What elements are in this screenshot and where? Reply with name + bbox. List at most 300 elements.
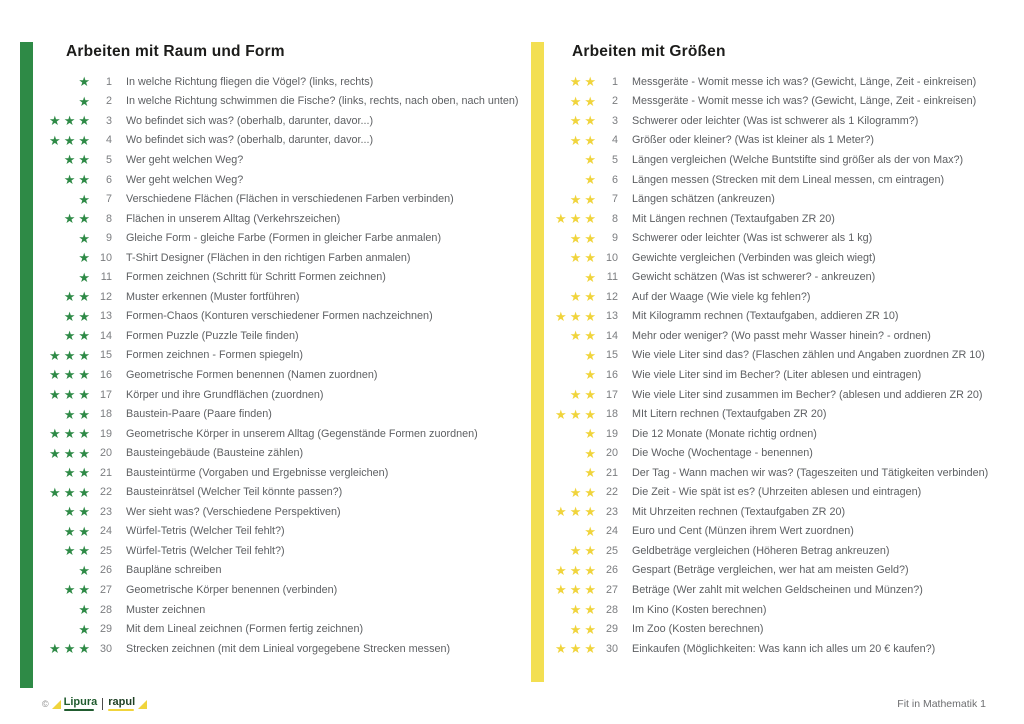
star-icon: ★ (584, 172, 596, 187)
difficulty-stars (546, 505, 596, 518)
star-icon: ★ (584, 426, 596, 442)
item-text: Formen zeichnen - Formen spiegeln) (126, 349, 304, 362)
difficulty-stars (546, 564, 596, 577)
item-number: 17 (605, 388, 618, 401)
item-number: 26 (605, 564, 618, 577)
item-number: 27 (99, 583, 112, 596)
item-text: Mit Uhrzeiten rechnen (Textaufgaben ZR 20) (632, 505, 846, 518)
item-text: Der Tag - Wann machen wir was? (Tageszeiten und Tätigkeiten verbinden) (632, 466, 989, 479)
item-text: Baustein-Paare (Paare finden) (126, 408, 272, 421)
difficulty-stars (40, 114, 90, 127)
item-number: 10 (99, 251, 112, 264)
section-title-right: Arbeiten mit Größen (572, 43, 726, 60)
star-icon: ★ (78, 406, 90, 422)
star-icon: ★ (63, 328, 76, 344)
item-text: Formen Puzzle (Puzzle Teile finden) (126, 329, 299, 342)
item-text: T-Shirt Designer (Flächen in den richtigen Farben anmalen) (126, 251, 411, 264)
item-number: 22 (99, 486, 112, 499)
item-number: 21 (605, 466, 618, 479)
worksheet-item (40, 463, 518, 483)
star-icon: ★ (569, 250, 582, 266)
star-icon: ★ (78, 191, 90, 207)
difficulty-stars (546, 329, 596, 342)
worksheet-item (546, 228, 1016, 248)
item-number: 1 (105, 75, 112, 88)
worksheet-item (40, 424, 518, 444)
section-title-left: Arbeiten mit Raum und Form (66, 43, 285, 60)
star-icon: ★ (78, 543, 90, 559)
item-number: 29 (605, 623, 618, 636)
item-text: Gespart (Beträge vergleichen, wer hat am meisten Geld?) (632, 564, 909, 577)
item-text: Schwerer oder leichter (Was ist schwerer als 1 kg) (632, 232, 873, 245)
item-text: Die Woche (Wochentage - benennen) (632, 447, 813, 460)
difficulty-stars (546, 310, 596, 323)
star-icon: ★ (78, 152, 90, 168)
item-text: Einkaufen (Möglichkeiten: Was kann ich alles um 20 € kaufen?) (632, 642, 936, 655)
difficulty-stars (40, 134, 90, 147)
star-icon: ★ (78, 113, 90, 129)
worksheet-item (546, 580, 1016, 600)
worksheet-item (546, 385, 1016, 405)
item-number: 18 (99, 408, 112, 421)
star-icon: ★ (569, 582, 582, 598)
item-text: Geometrische Körper in unserem Alltag (Gegenstände Formen zuordnen) (126, 427, 478, 440)
item-number: 16 (99, 368, 112, 381)
star-icon: ★ (78, 93, 90, 109)
item-number: 14 (99, 329, 112, 342)
star-icon: ★ (63, 387, 76, 403)
worksheet-item (40, 580, 518, 600)
section-raum-und-form (40, 42, 518, 658)
star-icon: ★ (569, 602, 582, 618)
difficulty-stars (40, 623, 90, 636)
brand-lipura: Lipura (63, 696, 98, 708)
copyright-symbol: © (42, 699, 49, 709)
star-icon: ★ (569, 132, 582, 148)
star-icon: ★ (49, 132, 61, 148)
item-number: 19 (605, 427, 618, 440)
star-icon: ★ (569, 504, 582, 520)
difficulty-stars (40, 525, 90, 538)
worksheet-item (546, 561, 1016, 581)
item-text: Gleiche Form - gleiche Farbe (Formen in gleicher Farbe anmalen) (126, 232, 442, 245)
item-text: Gewicht schätzen (Was ist schwerer? - ankreuzen) (632, 271, 876, 284)
item-text: Flächen in unserem Alltag (Verkehrszeichen) (126, 212, 341, 225)
star-icon: ★ (63, 172, 76, 187)
item-text: Bausteinrätsel (Welcher Teil könnte passen?) (126, 486, 343, 499)
difficulty-stars (40, 349, 90, 362)
item-text: Formen-Chaos (Konturen verschiedener Formen nachzeichnen) (126, 310, 433, 323)
worksheet-item (40, 267, 518, 287)
item-text: Euro und Cent (Münzen ihrem Wert zuordnen) (632, 525, 854, 538)
difficulty-stars (546, 173, 596, 186)
star-icon: ★ (584, 289, 596, 305)
brand-lipura-wrap (64, 697, 98, 711)
star-icon: ★ (584, 132, 596, 148)
item-text: Im Zoo (Kosten berechnen) (632, 623, 764, 636)
item-number: 26 (99, 564, 112, 577)
worksheet-item (546, 170, 1016, 190)
star-icon: ★ (49, 387, 61, 403)
logo-separator (102, 698, 103, 710)
item-number: 15 (99, 349, 112, 362)
item-text: In welche Richtung fliegen die Vögel? (links, rechts) (126, 75, 374, 88)
item-text: Im Kino (Kosten berechnen) (632, 603, 767, 616)
item-number: 15 (605, 349, 618, 362)
brand-lipura-tagline (64, 709, 94, 711)
item-number: 21 (99, 466, 112, 479)
star-icon: ★ (78, 445, 90, 461)
star-icon: ★ (78, 641, 90, 657)
worksheet-item (40, 404, 518, 424)
item-number: 10 (605, 251, 618, 264)
star-icon: ★ (584, 308, 596, 324)
page-footer (0, 694, 1024, 718)
star-icon: ★ (569, 641, 582, 657)
left-section-color-bar (20, 42, 33, 688)
star-icon: ★ (78, 289, 90, 305)
item-number: 8 (611, 212, 618, 225)
star-icon: ★ (63, 582, 76, 598)
star-icon: ★ (584, 406, 596, 422)
worksheet-item (546, 424, 1016, 444)
worksheet-item (40, 326, 518, 346)
item-number: 3 (611, 114, 618, 127)
star-icon: ★ (569, 484, 582, 500)
worksheet-item (40, 619, 518, 639)
item-text: Messgeräte - Womit messe ich was? (Gewicht, Länge, Zeit - einkreisen) (632, 75, 977, 88)
star-icon: ★ (78, 523, 90, 539)
difficulty-stars (40, 153, 90, 166)
star-icon: ★ (584, 523, 596, 539)
difficulty-stars (546, 583, 596, 596)
star-icon: ★ (584, 484, 596, 500)
worksheet-item (40, 111, 518, 131)
worksheet-item (40, 209, 518, 229)
item-text: Bausteingebäude (Bausteine zählen) (126, 447, 304, 460)
worksheet-item (546, 639, 1016, 659)
difficulty-stars (546, 603, 596, 616)
star-icon: ★ (584, 113, 596, 129)
item-text: Formen zeichnen (Schritt für Schritt Formen zeichnen) (126, 271, 386, 284)
worksheet-item (546, 111, 1016, 131)
star-icon: ★ (63, 152, 76, 168)
item-number: 28 (99, 603, 112, 616)
worksheet-list-left (40, 72, 518, 658)
worksheet-item (546, 326, 1016, 346)
star-icon: ★ (584, 445, 596, 461)
star-icon: ★ (78, 308, 90, 324)
item-text: Körper und ihre Grundflächen (zuordnen) (126, 388, 324, 401)
star-icon: ★ (63, 543, 76, 559)
difficulty-stars (546, 232, 596, 245)
star-icon: ★ (63, 445, 76, 461)
item-text: Auf der Waage (Wie viele kg fehlen?) (632, 290, 811, 303)
difficulty-stars (546, 408, 596, 421)
star-icon: ★ (63, 523, 76, 539)
worksheet-item (40, 248, 518, 268)
worksheet-item (546, 619, 1016, 639)
worksheet-item (40, 385, 518, 405)
item-number: 9 (611, 232, 618, 245)
star-icon: ★ (555, 211, 567, 227)
worksheet-item (40, 307, 518, 327)
item-number: 28 (605, 603, 618, 616)
star-icon: ★ (569, 543, 582, 559)
item-text: Geometrische Körper benennen (verbinden) (126, 583, 338, 596)
item-number: 20 (99, 447, 112, 460)
worksheet-item (546, 150, 1016, 170)
star-icon: ★ (569, 328, 582, 344)
difficulty-stars (40, 290, 90, 303)
difficulty-stars (546, 525, 596, 538)
difficulty-stars (40, 642, 90, 655)
worksheet-item (40, 170, 518, 190)
star-icon: ★ (78, 465, 90, 481)
difficulty-stars (546, 388, 596, 401)
star-icon: ★ (584, 269, 596, 285)
star-icon: ★ (555, 562, 567, 578)
star-icon: ★ (63, 426, 76, 442)
difficulty-stars (40, 368, 90, 381)
item-number: 13 (99, 310, 112, 323)
star-icon: ★ (78, 347, 90, 363)
star-icon: ★ (584, 641, 596, 657)
worksheet-item (40, 561, 518, 581)
item-text: Strecken zeichnen (mit dem Linieal vorgegebene Strecken messen) (126, 642, 451, 655)
worksheet-item (40, 287, 518, 307)
star-icon: ★ (584, 621, 596, 637)
star-icon: ★ (584, 504, 596, 520)
difficulty-stars (546, 193, 596, 206)
item-text: Bausteintürme (Vorgaben und Ergebnisse vergleichen) (126, 466, 389, 479)
worksheet-item (546, 131, 1016, 151)
item-text: Muster erkennen (Muster fortführen) (126, 290, 300, 303)
star-icon: ★ (63, 308, 76, 324)
star-icon: ★ (555, 504, 567, 520)
star-icon: ★ (78, 269, 90, 285)
worksheet-item (546, 404, 1016, 424)
item-text: Messgeräte - Womit messe ich was? (Gewicht, Länge, Zeit - einkreisen) (632, 95, 977, 108)
star-icon: ★ (49, 367, 61, 383)
section-groessen (546, 42, 1016, 658)
difficulty-stars (40, 173, 90, 186)
worksheet-item (546, 482, 1016, 502)
worksheet-item (546, 463, 1016, 483)
star-icon: ★ (78, 621, 90, 637)
item-text: Wer geht welchen Weg? (126, 173, 244, 186)
difficulty-stars (546, 447, 596, 460)
worksheet-item (40, 189, 518, 209)
worksheet-item (546, 346, 1016, 366)
item-text: Mit Längen rechnen (Textaufgaben ZR 20) (632, 212, 835, 225)
brand-rapul: rapul (108, 696, 136, 708)
star-icon: ★ (569, 289, 582, 305)
star-icon: ★ (584, 328, 596, 344)
star-icon: ★ (569, 387, 582, 403)
worksheet-item (546, 189, 1016, 209)
star-icon: ★ (78, 504, 90, 520)
difficulty-stars (40, 251, 90, 264)
star-icon: ★ (63, 641, 76, 657)
difficulty-stars (546, 212, 596, 225)
difficulty-stars (40, 95, 90, 108)
difficulty-stars (546, 368, 596, 381)
star-icon: ★ (584, 465, 596, 481)
brand-rapul-wrap (108, 697, 135, 711)
difficulty-stars (546, 114, 596, 127)
item-text: Geldbeträge vergleichen (Höheren Betrag ankreuzen) (632, 544, 890, 557)
item-number: 30 (605, 642, 618, 655)
difficulty-stars (40, 232, 90, 245)
item-text: Größer oder kleiner? (Was ist kleiner als 1 Meter?) (632, 134, 875, 147)
item-number: 6 (105, 173, 112, 186)
star-icon: ★ (49, 484, 61, 500)
star-icon: ★ (584, 347, 596, 363)
worksheet-item (40, 541, 518, 561)
item-number: 3 (105, 114, 112, 127)
difficulty-stars (546, 251, 596, 264)
item-number: 1 (611, 75, 618, 88)
item-text: Längen schätzen (ankreuzen) (632, 193, 775, 206)
star-icon: ★ (569, 308, 582, 324)
star-icon: ★ (584, 367, 596, 383)
worksheet-item (40, 502, 518, 522)
star-icon: ★ (569, 113, 582, 129)
item-text: Verschiedene Flächen (Flächen in verschiedenen Farben verbinden) (126, 193, 454, 206)
star-icon: ★ (49, 347, 61, 363)
difficulty-stars (546, 642, 596, 655)
item-text: Mit dem Lineal zeichnen (Formen fertig zeichnen) (126, 623, 364, 636)
item-number: 11 (606, 271, 618, 284)
star-icon: ★ (63, 465, 76, 481)
item-text: Wer geht welchen Weg? (126, 153, 244, 166)
item-number: 6 (611, 173, 618, 186)
star-icon: ★ (569, 621, 582, 637)
worksheet-item (40, 92, 518, 112)
item-number: 5 (611, 153, 618, 166)
star-icon: ★ (78, 367, 90, 383)
worksheet-item (546, 92, 1016, 112)
worksheet-item (40, 522, 518, 542)
worksheet-item (546, 365, 1016, 385)
star-icon: ★ (49, 113, 61, 129)
item-number: 2 (105, 95, 112, 108)
star-icon: ★ (584, 191, 596, 207)
star-icon: ★ (63, 367, 76, 383)
difficulty-stars (40, 193, 90, 206)
item-number: 22 (605, 486, 618, 499)
star-icon: ★ (63, 132, 76, 148)
item-text: Wer sieht was? (Verschiedene Perspektiven) (126, 505, 341, 518)
worksheet-item (40, 72, 518, 92)
difficulty-stars (40, 310, 90, 323)
star-icon: ★ (584, 582, 596, 598)
difficulty-stars (40, 486, 90, 499)
star-icon: ★ (78, 211, 90, 227)
star-icon: ★ (584, 152, 596, 168)
item-number: 14 (605, 329, 618, 342)
difficulty-stars (40, 329, 90, 342)
item-number: 16 (605, 368, 618, 381)
item-number: 12 (605, 290, 618, 303)
worksheet-item (40, 482, 518, 502)
star-icon: ★ (78, 132, 90, 148)
star-icon: ★ (584, 602, 596, 618)
star-icon: ★ (78, 387, 90, 403)
worksheet-item (546, 209, 1016, 229)
star-icon: ★ (63, 484, 76, 500)
star-icon: ★ (569, 93, 582, 109)
item-text: Längen vergleichen (Welche Buntstifte sind größer als der von Max?) (632, 153, 964, 166)
star-icon: ★ (584, 230, 596, 246)
difficulty-stars (546, 290, 596, 303)
worksheet-item (546, 522, 1016, 542)
item-number: 30 (99, 642, 112, 655)
worksheet-item (546, 600, 1016, 620)
star-icon: ★ (78, 328, 90, 344)
item-text: Beträge (Wer zahlt mit welchen Geldscheinen und Münzen?) (632, 583, 923, 596)
worksheet-list-right (546, 72, 1016, 658)
right-section-color-bar (531, 42, 544, 682)
difficulty-stars (546, 486, 596, 499)
star-icon: ★ (63, 289, 76, 305)
item-text: Würfel-Tetris (Welcher Teil fehlt?) (126, 525, 285, 538)
item-number: 24 (99, 525, 112, 538)
difficulty-stars (546, 271, 596, 284)
difficulty-stars (40, 466, 90, 479)
item-number: 13 (605, 310, 618, 323)
star-icon: ★ (78, 582, 90, 598)
difficulty-stars (546, 544, 596, 557)
difficulty-stars (40, 388, 90, 401)
worksheet-item (40, 443, 518, 463)
item-text: Wie viele Liter sind zusammen im Becher? (ablesen und addieren ZR 20) (632, 388, 983, 401)
difficulty-stars (40, 408, 90, 421)
item-text: Die 12 Monate (Monate richtig ordnen) (632, 427, 817, 440)
item-text: Mehr oder weniger? (Wo passt mehr Wasser hinein? - ordnen) (632, 329, 931, 342)
difficulty-stars (546, 427, 596, 440)
item-number: 4 (105, 134, 112, 147)
item-number: 17 (99, 388, 112, 401)
difficulty-stars (546, 134, 596, 147)
worksheet-item (546, 248, 1016, 268)
difficulty-stars (40, 271, 90, 284)
item-text: Wo befindet sich was? (oberhalb, darunter, davor...) (126, 134, 374, 147)
star-icon: ★ (63, 504, 76, 520)
item-number: 25 (605, 544, 618, 557)
difficulty-stars (546, 95, 596, 108)
difficulty-stars (40, 447, 90, 460)
difficulty-stars (40, 75, 90, 88)
star-icon: ★ (78, 230, 90, 246)
star-icon: ★ (78, 250, 90, 266)
star-icon: ★ (49, 641, 61, 657)
star-icon: ★ (78, 602, 90, 618)
brand-rapul-tagline (108, 709, 134, 711)
star-icon: ★ (49, 426, 61, 442)
star-icon: ★ (78, 172, 90, 187)
item-number: 5 (105, 153, 112, 166)
star-icon: ★ (584, 562, 596, 578)
star-icon: ★ (569, 406, 582, 422)
difficulty-stars (546, 623, 596, 636)
item-number: 24 (605, 525, 618, 538)
item-number: 25 (99, 544, 112, 557)
item-number: 27 (605, 583, 618, 596)
star-icon: ★ (569, 74, 582, 90)
star-icon: ★ (584, 74, 596, 90)
